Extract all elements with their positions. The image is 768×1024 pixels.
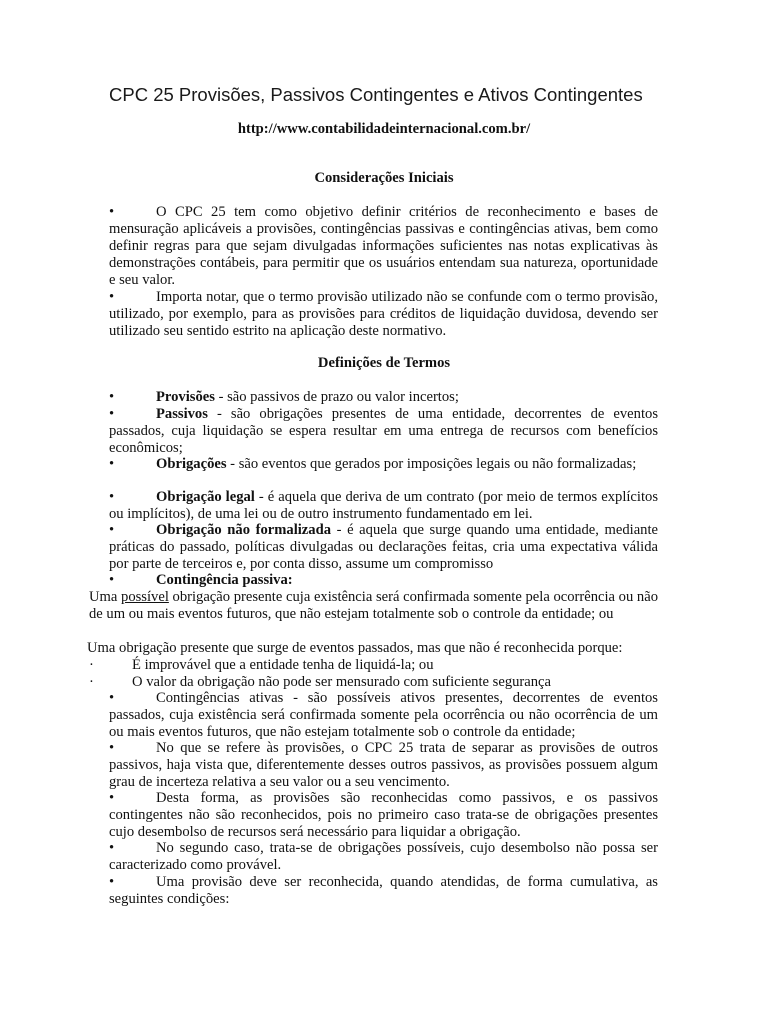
- bullet-icon: [109, 389, 156, 406]
- bullet-icon: [109, 690, 156, 707]
- list-item: •Obrigações - são eventos que gerados por imposições legais ou não formalizadas;: [109, 456, 658, 473]
- heading-definicoes: Definições de Termos: [317, 355, 451, 371]
- sub-item: · É improvável que a entidade tenha de liquidá-la; ou: [89, 657, 434, 674]
- dot-icon: [89, 657, 132, 673]
- bullet-icon: [109, 874, 156, 891]
- list-item: •Obrigação legal - é aquela que deriva de um contrato (por meio de termos explícitos ou implícitos), de uma lei ou de outro instrumento fundamentado em lei.: [109, 489, 658, 523]
- list-item: •Desta forma, as provisões são reconhecidas como passivos, e os passivos contingentes não são reconhecidos, pois no primeiro caso trata-se de obrigações presentes cujo desembolso de recursos será necessário para liquidar a obrigação.: [109, 790, 658, 841]
- list-item: •Uma provisão deve ser reconhecida, quando atendidas, de forma cumulativa, as seguintes condições:: [109, 874, 658, 908]
- list-item: •Contingências ativas - são possíveis ativos presentes, decorrentes de eventos passados, cuja existência será confirmada somente pela ocorrência ou não ocorrência de um ou mais eventos futuros, que não estejam totalmente sob o controle da entidade;: [109, 690, 658, 741]
- list-item: •Passivos - são obrigações presentes de uma entidade, decorrentes de eventos passados, cuja liquidação se espera resultar em uma entrega de recursos com benefícios econômicos;: [109, 406, 658, 457]
- contingency-paragraph-a: Uma possível obrigação presente cuja existência será confirmada somente pela ocorrência ou não de um ou mais eventos futuros, que não estejam totalmente sob o controle da entidade; ou: [89, 589, 658, 622]
- bullet-icon: [109, 489, 156, 506]
- bullet-icon: [109, 840, 156, 857]
- list-item: •O CPC 25 tem como objetivo definir critérios de reconhecimento e bases de mensuração aplicáveis a provisões, contingências passivas e contingências ativas, bem como definir regras para que sejam divulgadas informações suficientes nas notas explicativas às demonstrações contábeis, para permitir que os usuários entendam sua natureza, oportunidade e seu valor.: [109, 204, 658, 289]
- bullet-icon: [109, 406, 156, 423]
- bullet-icon: [109, 740, 156, 757]
- bullet-icon: [109, 204, 156, 221]
- bullet-icon: [109, 522, 156, 539]
- list-item: •No segundo caso, trata-se de obrigações possíveis, cujo desembolso não possa ser caracterizado como provável.: [109, 840, 658, 874]
- bullet-icon: [109, 289, 156, 306]
- list-item: •Contingência passiva:: [109, 572, 658, 589]
- heading-consideracoes: Considerações Iniciais: [314, 170, 454, 186]
- list-item: •Importa notar, que o termo provisão utilizado não se confunde com o termo provisão, utilizado, por exemplo, para as provisões para créditos de liquidação duvidosa, devendo ser utilizado seu sentido estrito na aplicação deste normativo.: [109, 289, 658, 340]
- dot-icon: [89, 674, 132, 690]
- source-url: http://www.contabilidadeinternacional.com.br/: [237, 121, 531, 137]
- bullet-icon: [109, 572, 156, 589]
- bullet-icon: [109, 456, 156, 473]
- list-item: •Provisões - são passivos de prazo ou valor incertos;: [109, 389, 658, 406]
- list-item: •Obrigação não formalizada - é aquela que surge quando uma entidade, mediante práticas do passado, políticas divulgadas ou declarações feitas, cria uma expectativa válida por parte de terceiros e, por conta disso, assume um compromisso: [109, 522, 658, 573]
- contingency-paragraph-b: Uma obrigação presente que surge de eventos passados, mas que não é reconhecida porque:: [87, 640, 623, 656]
- bullet-icon: [109, 790, 156, 807]
- document-title: CPC 25 Provisões, Passivos Contingentes e Ativos Contingentes: [109, 84, 643, 105]
- sub-item: · O valor da obrigação não pode ser mensurado com suficiente segurança: [89, 674, 551, 691]
- list-item: •No que se refere às provisões, o CPC 25 trata de separar as provisões de outros passivos, haja vista que, diferentemente desses outros passivos, as provisões possuem algum grau de incerteza relativa a seu valor ou a seu vencimento.: [109, 740, 658, 791]
